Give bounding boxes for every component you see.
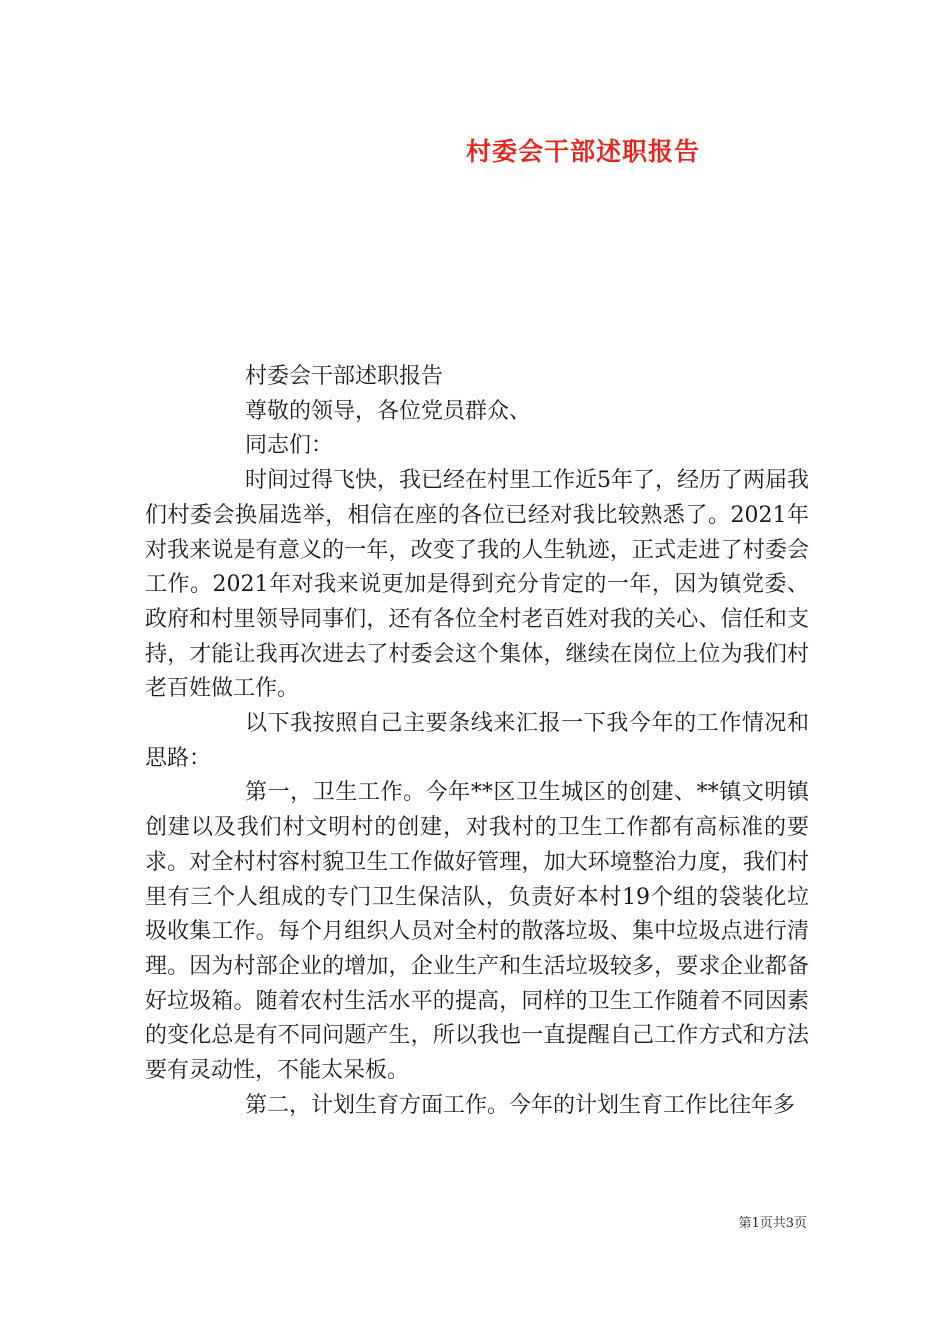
page-number: 第1页共3页 bbox=[738, 1216, 807, 1231]
document-title: 村委会干部述职报告 bbox=[465, 137, 700, 166]
paragraph: 以下我按照自己主要条线来汇报一下我今年的工作情况和思路： bbox=[145, 711, 809, 771]
salutation-line: 尊敬的领导，各位党员群众、 bbox=[245, 398, 532, 424]
paragraph: 第一，卫生工作。今年**区卫生城区的创建、**镇文明镇创建以及我们村文明村的创建，对我村的卫生工作都有高标准的要求。对全村村容村貌卫生工作做好管理，加大环境整治力度，我们村里有三个人组成的专门卫生保洁队，负责好本村19个组的袋装化垃圾收集工作。每个月组织人员对全村的散落垃圾、集中垃圾点进行清理。因为村部企业的增加，企业生产和生活垃圾较多，要求企业都备好垃圾箱。随着农村生活水平的提高，同样的卫生工作随着不同因素的变化总是有不同问题产生，所以我也一直提醒自己工作方式和方法要有灵动性，不能太呆板。 bbox=[145, 780, 809, 1084]
report-heading: 村委会干部述职报告 bbox=[245, 364, 444, 389]
paragraph: 第二，计划生育方面工作。今年的计划生育工作比往年多 bbox=[245, 1092, 796, 1118]
salutation-line: 同志们： bbox=[245, 433, 334, 459]
document-body bbox=[145, 360, 809, 1123]
paragraph: 时间过得飞快，我已经在村里工作近5年了，经历了两届我们村委会换届选举，相信在座的各位已经对我比较熟悉了。2021年对我来说是有意义的一年，改变了我的人生轨迹，正式走进了村委会工作。2021年对我来说更加是得到充分肯定的一年，因为镇党委、政府和村里领导同事们，还有各位全村老百姓对我的关心、信任和支持，才能让我再次进去了村委会这个集体，继续在岗位上位为我们村老百姓做工作。 bbox=[145, 468, 809, 702]
